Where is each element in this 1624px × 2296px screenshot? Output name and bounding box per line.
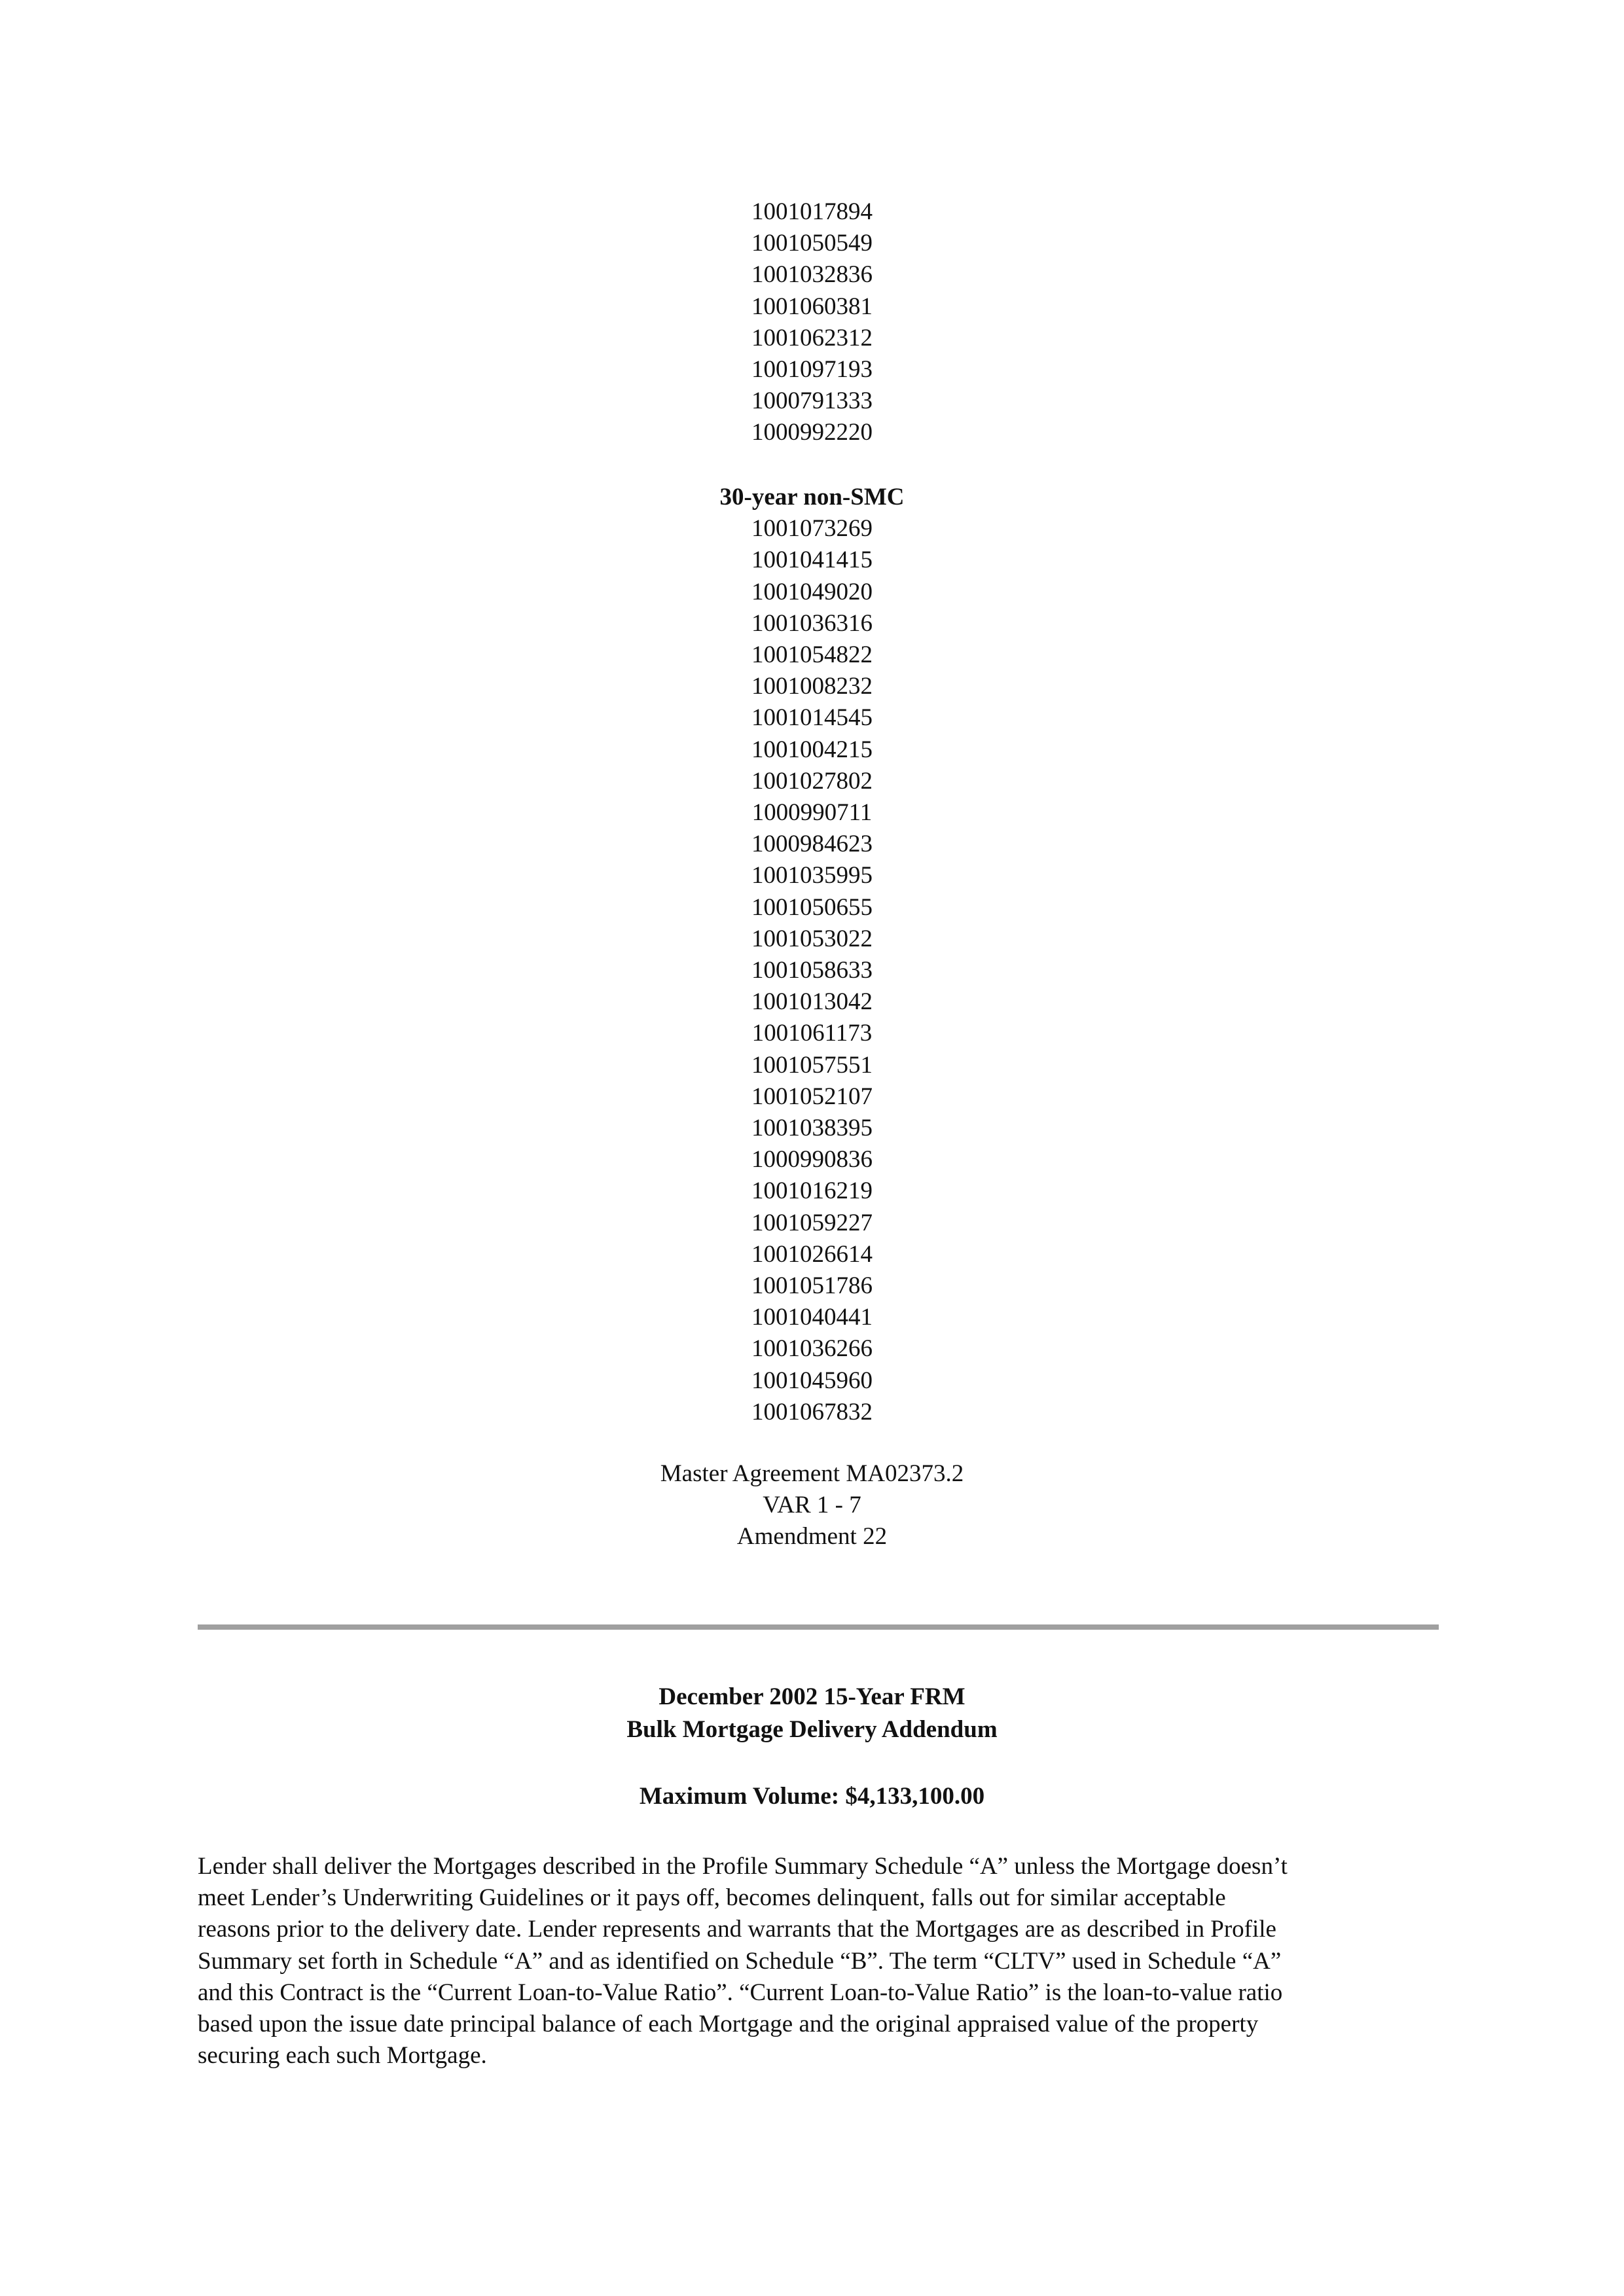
loan-id: 1001013042 [751,988,873,1016]
maximum-volume-heading: Maximum Volume: $4,133,100.00 [639,1783,985,1810]
loan-id: 1001032836 [751,261,873,289]
loan-id: 1001052107 [751,1083,873,1110]
loan-id: 1001059227 [751,1209,873,1236]
loan-id: 1001004215 [751,736,873,763]
loan-id: 1001035995 [751,862,873,889]
horizontal-divider [198,1624,1439,1630]
loan-id: 1001054822 [751,641,873,669]
loan-id: 1001067832 [751,1398,873,1426]
paragraph-line: Lender shall deliver the Mortgages described in the Profile Summary Schedule “A” unless the Mortgage doesn’t [198,1853,1288,1880]
loan-id: 1001008232 [751,673,873,700]
loan-id-list-30-year [0,482,1624,1428]
paragraph-line: meet Lender’s Underwriting Guidelines or it pays off, becomes delinquent, falls out for similar acceptable [198,1884,1226,1912]
delivery-terms-paragraph [198,1851,1454,2072]
paragraph-line: and this Contract is the “Current Loan-to-Value Ratio”. “Current Loan-to-Value Ratio” is the loan-to-value ratio [198,1979,1283,2006]
loan-id: 1001057551 [751,1051,873,1079]
loan-id: 1000992220 [751,419,873,446]
loan-id: 1000990836 [751,1146,873,1174]
loan-id: 1000791333 [751,387,873,415]
loan-id: 1001051786 [751,1272,873,1300]
paragraph-line: based upon the issue date principal balance of each Mortgage and the original appraised value of the property [198,2011,1259,2038]
loan-id: 1001036316 [751,609,873,637]
loan-id: 1001045960 [751,1367,873,1394]
loan-id: 1001016219 [751,1177,873,1205]
loan-id: 1001062312 [751,324,873,351]
var-line: VAR 1 - 7 [763,1492,861,1518]
addendum-title-line-2: Bulk Mortgage Delivery Addendum [626,1716,998,1743]
loan-id: 1001050549 [751,230,873,257]
loan-id: 1001038395 [751,1115,873,1142]
paragraph-line: securing each such Mortgage. [198,2042,487,2070]
loan-id: 1001060381 [751,293,873,320]
loan-id: 1001049020 [751,578,873,605]
loan-id: 1001014545 [751,704,873,732]
master-agreement-line: Master Agreement MA02373.2 [660,1460,964,1487]
loan-id: 1001017894 [751,198,873,225]
loan-id: 1001058633 [751,957,873,984]
loan-id: 1000990711 [751,799,873,827]
loan-id: 1000984623 [751,831,873,858]
paragraph-line: reasons prior to the delivery date. Lender represents and warrants that the Mortgages are as described in Profile [198,1916,1276,1943]
loan-id: 1001040441 [751,1304,873,1331]
loan-id: 1001026614 [751,1240,873,1268]
amendment-line: Amendment 22 [736,1523,888,1550]
paragraph-line: Summary set forth in Schedule “A” and as identified on Schedule “B”. The term “CLTV” used in Schedule “A” [198,1947,1282,1975]
loan-id: 1001061173 [751,1020,873,1047]
section-heading-30-year: 30-year non-SMC [719,484,905,511]
addendum-title-line-1: December 2002 15-Year FRM [659,1683,965,1710]
loan-id: 1001036266 [751,1335,873,1363]
loan-id-list-top [0,196,1624,449]
loan-id: 1001050655 [751,893,873,921]
addendum-title [0,1681,1624,1746]
loan-id: 1001027802 [751,767,873,795]
loan-id: 1001097193 [751,356,873,384]
master-agreement-block [0,1458,1624,1552]
loan-id: 1001041415 [751,547,873,574]
loan-id: 1001073269 [751,515,873,543]
loan-id: 1001053022 [751,925,873,952]
